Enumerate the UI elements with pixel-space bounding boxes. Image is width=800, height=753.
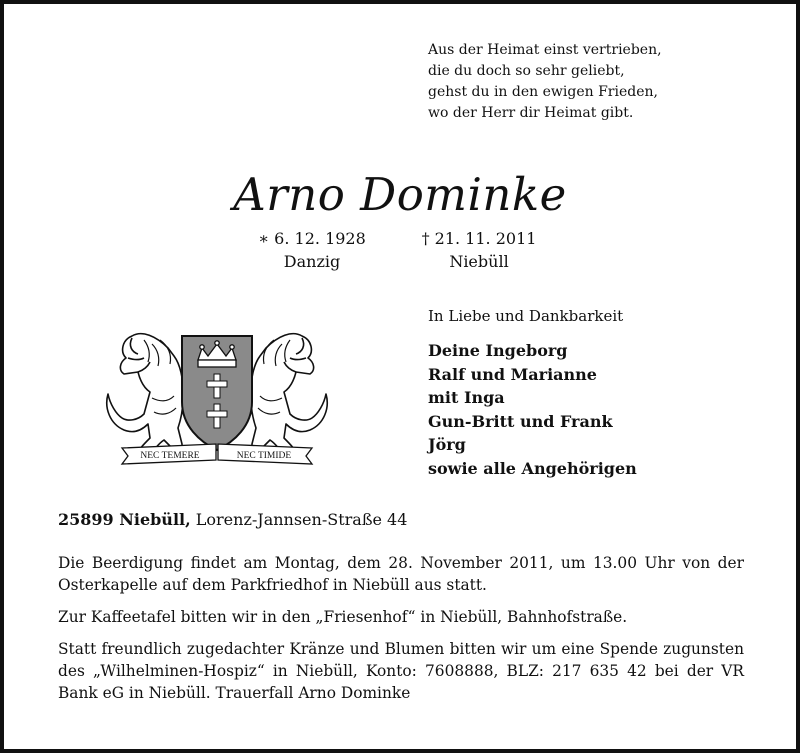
note-paragraph: Statt freundlich zugedachter Kränze und Blumen bitten wir um eine Spende zugunsten des „Wilhelminen-Hospiz“ in Niebüll, Konto: 7608888, BLZ: 217 635 42 bei der VR Bank eG in Niebüll. Trauerfall Arno Dominke (58, 640, 744, 702)
address-street: Lorenz-Jannsen-Straße 44 (195, 510, 408, 529)
mourner-name: Gun-Britt und Frank (428, 411, 613, 431)
poem (428, 40, 748, 124)
right-lion-icon (251, 334, 327, 458)
mourner-name: mit Inga (428, 388, 505, 407)
mourner-name: Jörg (428, 435, 466, 454)
death-date: † 21. 11. 2011 (421, 229, 537, 248)
deceased-name: Arno Dominke (233, 168, 567, 221)
address-line (58, 510, 407, 529)
crown-icon (198, 341, 236, 367)
mourners-block (428, 305, 758, 480)
mourner-name: sowie alle Angehörigen (428, 458, 637, 478)
left-lion-icon (107, 334, 183, 458)
note-paragraph: Die Beerdigung findet am Montag, dem 28. November 2011, um 13.00 Uhr von der Osterkapelle auf dem Parkfriedhof in Niebüll aus statt. (58, 554, 744, 594)
birth-place: Danzig (283, 252, 341, 271)
funeral-notes (58, 552, 744, 714)
note-paragraph: Zur Kaffeetafel bitten wir in den „Friesenhof“ in Niebüll, Bahnhofstraße. (58, 608, 628, 626)
poem-line: gehst du in den ewigen Frieden, (428, 84, 658, 100)
mourners-intro: In Liebe und Dankbarkeit (428, 307, 624, 325)
birth-block (250, 227, 374, 273)
birth-date: ∗ 6. 12. 1928 (258, 229, 366, 248)
mourner-name: Deine Ingeborg (428, 341, 568, 360)
mourner-name: Ralf und Marianne (428, 364, 597, 384)
danzig-coat-of-arms-icon (98, 318, 336, 474)
motto-left: NEC TEMERE (140, 451, 200, 461)
poem-line: wo der Herr dir Heimat gibt. (428, 105, 634, 121)
address-city: 25899 Niebüll, (58, 510, 191, 529)
motto-right: NEC TIMIDE (236, 451, 292, 461)
death-block (420, 227, 538, 273)
poem-line: die du doch so sehr geliebt, (428, 63, 625, 79)
poem-line: Aus der Heimat einst vertrieben, (428, 42, 662, 58)
death-place: Niebüll (449, 252, 509, 271)
